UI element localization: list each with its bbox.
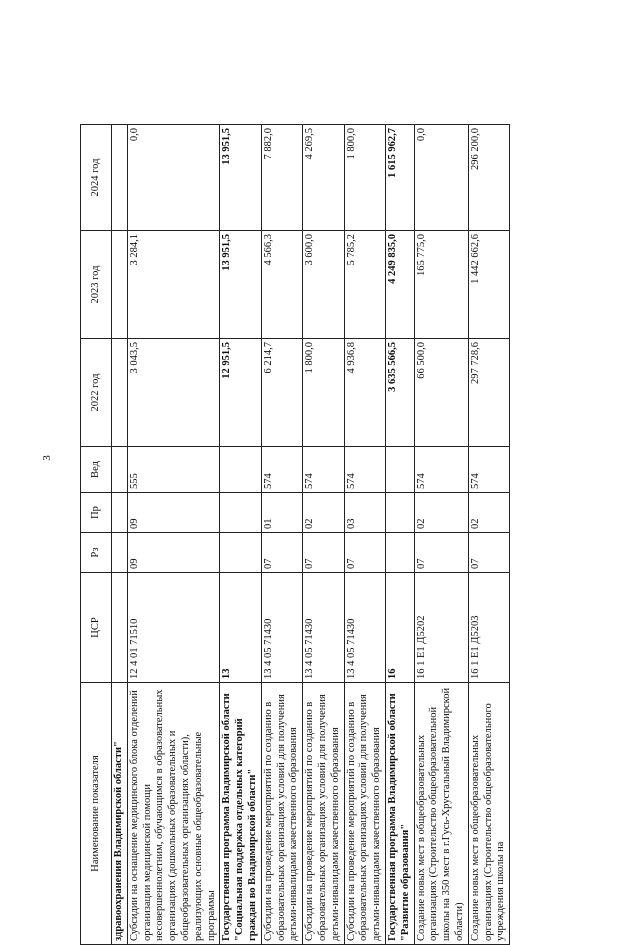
cell-csr: 13 4 05 71430 — [261, 573, 302, 683]
cell-name: здравоохранения Владимирской области" — [112, 683, 128, 945]
cell-2022: 4 936,8 — [344, 339, 385, 447]
cell-2022 — [112, 339, 128, 447]
cell-ved: 574 — [261, 447, 302, 493]
cell-name: Субсидии на проведение мероприятий по созданию в образовательных организациях условий для получения детьми-инвалидами качественного образования — [303, 683, 344, 945]
cell-2022: 1 800,0 — [303, 339, 344, 447]
cell-rz: 07 — [303, 533, 344, 573]
cell-rz: 09 — [127, 533, 220, 573]
cell-pr: 02 — [303, 493, 344, 533]
budget-table — [80, 124, 510, 945]
cell-csr: 16 1 E1 Д5203 — [468, 573, 509, 683]
header-pr: Пр — [81, 493, 112, 533]
cell-rz: 07 — [414, 533, 468, 573]
cell-name: Субсидии на оснащение медицинского блока отделений организации медицинской помощи несовершеннолетним, обучающимся в образовательных организациях (дошкольных образовательных и общеобразовательных организациях области), реализующих основные общеобразовательные программы — [127, 683, 220, 945]
cell-2023 — [112, 231, 128, 339]
cell-2024 — [112, 125, 128, 231]
cell-2023: 4 249 835,0 — [385, 231, 414, 339]
cell-2024: 13 951,5 — [220, 125, 261, 231]
cell-csr — [112, 573, 128, 683]
table-row — [468, 125, 509, 945]
rotated-table-frame — [80, 40, 580, 945]
cell-2022: 6 214,7 — [261, 339, 302, 447]
cell-2024: 1 800,0 — [344, 125, 385, 231]
cell-2023: 1 442 662,6 — [468, 231, 509, 339]
cell-pr — [112, 493, 128, 533]
cell-2024: 0,0 — [414, 125, 468, 231]
table-row — [414, 125, 468, 945]
cell-2023: 165 775,0 — [414, 231, 468, 339]
cell-pr: 09 — [127, 493, 220, 533]
cell-2023: 3 600,0 — [303, 231, 344, 339]
cell-pr: 02 — [414, 493, 468, 533]
cell-rz: 07 — [344, 533, 385, 573]
cell-ved — [220, 447, 261, 493]
cell-name: Государственная программа Владимирской области "Развитие образования" — [385, 683, 414, 945]
cell-ved: 574 — [303, 447, 344, 493]
cell-2024: 296 200,0 — [468, 125, 509, 231]
cell-2022: 3 635 566,5 — [385, 339, 414, 447]
cell-name: Государственная программа Владимирской области "Социальная поддержка отдельных категорий граждан во Владимирской области" — [220, 683, 261, 945]
header-name: Наименование показателя — [81, 683, 112, 945]
cell-2022: 66 500,0 — [414, 339, 468, 447]
cell-ved: 574 — [414, 447, 468, 493]
header-2024: 2024 год — [81, 125, 112, 231]
header-ved: Вед — [81, 447, 112, 493]
cell-pr: 03 — [344, 493, 385, 533]
cell-rz — [112, 533, 128, 573]
header-rz: Рз — [81, 533, 112, 573]
cell-ved: 574 — [468, 447, 509, 493]
cell-rz: 07 — [261, 533, 302, 573]
cell-rz — [220, 533, 261, 573]
header-row — [81, 125, 112, 945]
cell-pr: 01 — [261, 493, 302, 533]
cell-ved — [112, 447, 128, 493]
header-csr: ЦСР — [81, 573, 112, 683]
cell-pr: 02 — [468, 493, 509, 533]
cell-name: Субсидии на проведение мероприятий по созданию в образовательных организациях условий для получения детьми-инвалидами качественного образования — [344, 683, 385, 945]
page-number: 3 — [40, 455, 53, 461]
cell-2023: 4 566,3 — [261, 231, 302, 339]
header-2023: 2023 год — [81, 231, 112, 339]
cell-2023: 3 284,1 — [127, 231, 220, 339]
table-row — [261, 125, 302, 945]
cell-pr — [385, 493, 414, 533]
cell-ved: 555 — [127, 447, 220, 493]
cell-ved: 574 — [344, 447, 385, 493]
cell-2024: 1 615 962,7 — [385, 125, 414, 231]
cell-csr: 13 4 05 71430 — [303, 573, 344, 683]
cell-2023: 13 951,5 — [220, 231, 261, 339]
cell-2022: 3 043,5 — [127, 339, 220, 447]
cell-ved — [385, 447, 414, 493]
table-row — [127, 125, 220, 945]
cell-name: Субсидии на проведение мероприятий по созданию в образовательных организациях условий для получения детьми-инвалидами качественного образования — [261, 683, 302, 945]
cell-csr: 13 — [220, 573, 261, 683]
table-row — [303, 125, 344, 945]
cell-2024: 7 882,0 — [261, 125, 302, 231]
cell-rz: 07 — [468, 533, 509, 573]
cell-name: Создание новых мест в общеобразовательных организациях (Строительство общеобразовательной школы на 350 мест в г.Гусь-Хрустальный Владимирской области) — [414, 683, 468, 945]
cell-2022: 297 728,6 — [468, 339, 509, 447]
header-2022: 2022 год — [81, 339, 112, 447]
table-row — [112, 125, 128, 945]
cell-pr — [220, 493, 261, 533]
cell-csr: 16 — [385, 573, 414, 683]
cell-csr: 12 4 01 71510 — [127, 573, 220, 683]
cell-2023: 5 785,2 — [344, 231, 385, 339]
cell-2022: 12 951,5 — [220, 339, 261, 447]
table-row — [220, 125, 261, 945]
cell-2024: 0,0 — [127, 125, 220, 231]
cell-2024: 4 269,5 — [303, 125, 344, 231]
cell-csr: 13 4 05 71430 — [344, 573, 385, 683]
cell-rz — [385, 533, 414, 573]
table-body — [112, 125, 510, 945]
table-row — [385, 125, 414, 945]
cell-name: Создание новых мест в общеобразовательных организациях (Строительство общеобразовательного учреждения школы на — [468, 683, 509, 945]
cell-csr: 16 1 E1 Д5202 — [414, 573, 468, 683]
table-row — [344, 125, 385, 945]
